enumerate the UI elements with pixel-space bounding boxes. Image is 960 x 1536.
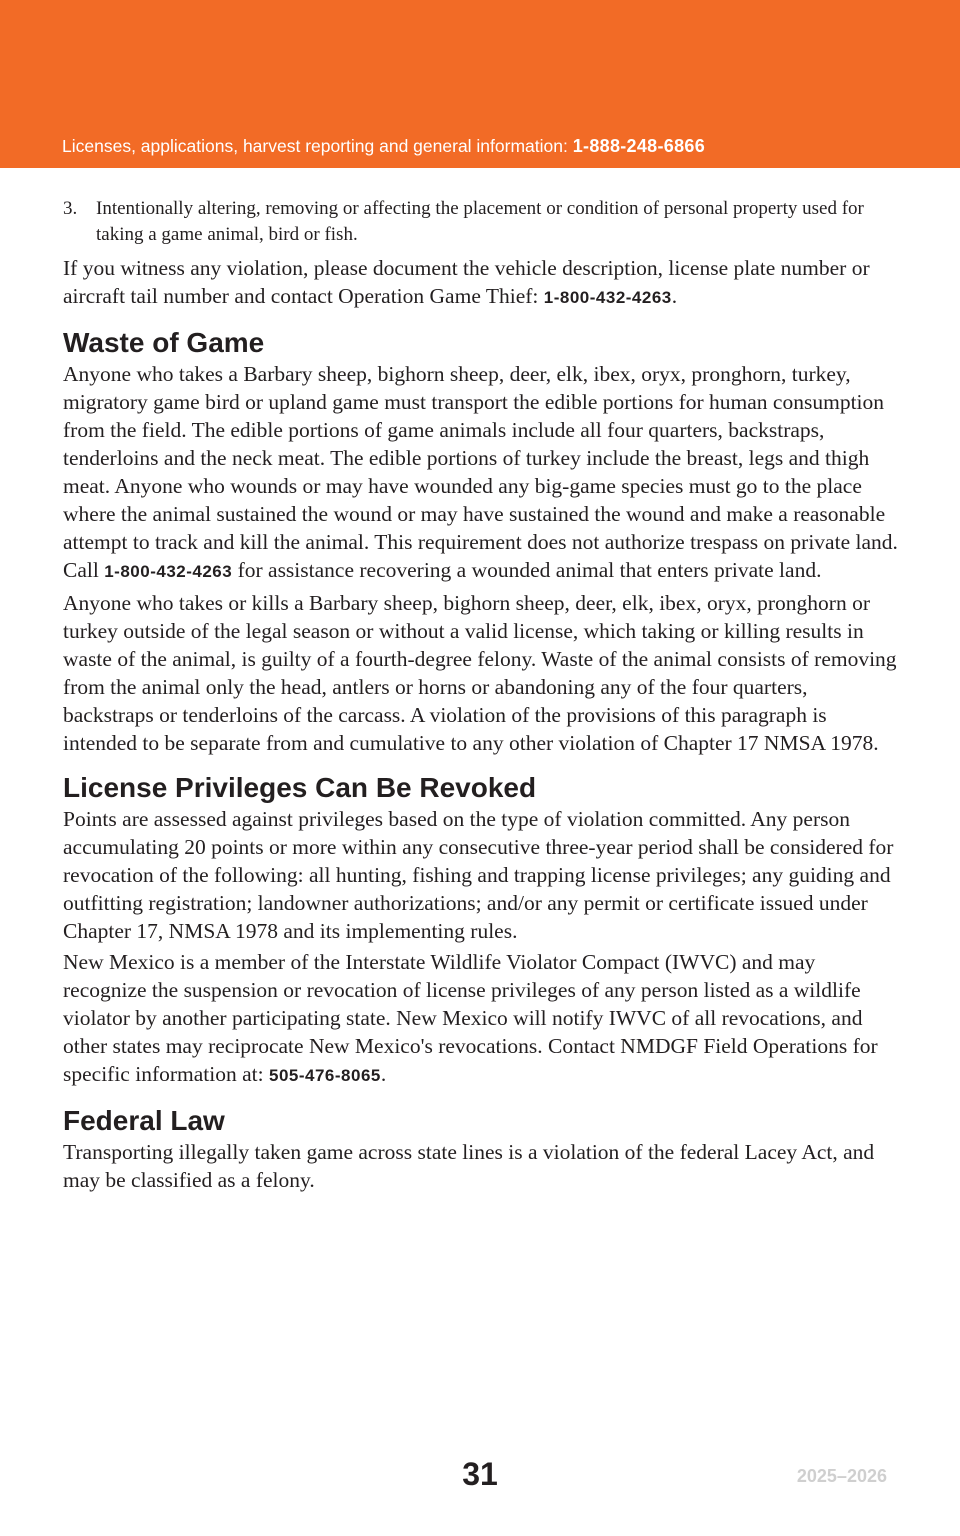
list-item-text: Intentionally altering, removing or affecting the placement or condition of personal property used for taking a game animal, bird or fish. (96, 198, 864, 245)
waste-paragraph-2: Anyone who takes or kills a Barbary sheep, bighorn sheep, deer, elk, ibex, oryx, pronghorn or turkey outside of the legal season or without a valid license, which taking or killing results in waste of the animal, is guilty of a fourth-degree felony. Waste of the animal consists of removing from the animal only the head, antlers or horns or abandoning any of the four quarters, backstraps or tenderloins of the carcass. A violation of the provisions of this paragraph is intended to be separate from and cumulative to any other violation of Chapter 17 NMSA 1978. (63, 591, 897, 755)
page-number: 31 (462, 1456, 498, 1492)
field-operations-phone: 505-476-8065 (268, 1066, 381, 1085)
header-banner (0, 0, 960, 168)
list-item-number: 3. (63, 198, 78, 219)
federal-paragraph: Transporting illegally taken game across state lines is a violation of the federal Lacey Act, and may be classified as a felony. (63, 1140, 875, 1192)
header-info-label: Licenses, applications, harvest reporting and general information: (62, 136, 573, 156)
header-phone: 1-888-248-6866 (572, 136, 706, 156)
witness-paragraph (63, 254, 903, 312)
waste-p1-text: Anyone who takes a Barbary sheep, bighorn sheep, deer, elk, ibex, oryx, pronghorn, turkey, migratory game bird or upland game must transport the edible portions for human consumption from the field. The edible portions of game animals include all four quarters, backstraps, tenderloins and the neck meat. The edible portions of turkey include the breast, legs and thigh meat. Anyone who wounds or may have wounded any big-game species must go to the place where the animal sustained the wound or may have sustained the wound and make a reasonable attempt to track and kill the animal. This requirement does not authorize trespass on private land. Call (63, 362, 898, 582)
waste-heading: Waste of Game (63, 327, 265, 358)
wounded-animal-phone: 1-800-432-4263 (104, 562, 233, 581)
witness-end: . (671, 284, 678, 308)
page-content (63, 196, 903, 1197)
license-paragraph-1: Points are assessed against privileges based on the type of violation committed. Any person accumulating 20 points or more within any consecutive three-year period shall be considered for revocation of the following: all hunting, fishing and trapping license privileges; any guiding and outfitting registration; landowner authorizations; and/or any permit or certificate issued under Chapter 17, NMSA 1978 and its implementing rules. (63, 807, 894, 943)
witness-text: If you witness any violation, please document the vehicle description, license plate number or aircraft tail number and contact Operation Game Thief: (63, 256, 870, 308)
federal-heading: Federal Law (63, 1105, 225, 1136)
edition-year: 2025–2026 (796, 1466, 887, 1486)
header-info (62, 136, 705, 157)
list-item (63, 196, 903, 248)
license-paragraph-2 (63, 948, 903, 1090)
waste-p1-end: for assistance recovering a wounded animal that enters private land. (232, 558, 822, 582)
game-thief-phone: 1-800-432-4263 (543, 288, 672, 307)
license-p2-text: New Mexico is a member of the Interstate Wildlife Violator Compact (IWVC) and may recognize the suspension or revocation of license privileges of any person listed as a wildlife violator by another participating state. New Mexico will notify IWVC of all revocations, and other states may reciprocate New Mexico's revocations. Contact NMDGF Field Operations for specific information at: (63, 950, 878, 1086)
waste-paragraph-1 (63, 360, 903, 586)
license-p2-end: . (380, 1062, 387, 1086)
license-heading: License Privileges Can Be Revoked (63, 772, 537, 803)
